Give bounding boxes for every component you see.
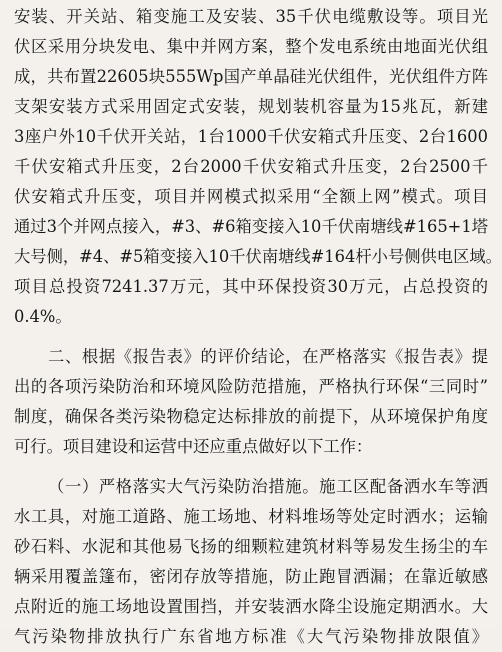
paragraph-2-line-1: 二、根据《报告表》的评价结论，在严格落实《报告表》提 <box>48 347 488 366</box>
text-line-3: 成，共布置22605块555Wp国产单晶硅光伏组件，光伏组件方阵 <box>14 67 488 86</box>
paragraph-3-line-3: 砂石料、水泥和其他易飞扬的细颗粒建筑材料等易发生扬尘的车 <box>14 537 488 556</box>
paragraph-2-line-3: 制度，确保各类污染物稳定达标排放的前提下，从环境保护角度 <box>14 407 488 426</box>
paragraph-3-line-6: 气污染物排放执行广东省地方标准《大气污染物排放限值》 <box>14 627 488 646</box>
paragraph-2-line-4: 可行。项目建设和运营中还应重点做好以下工作： <box>14 437 373 456</box>
text-line-6: 千伏安箱式升压变，2台2000千伏安箱式升压变，2台2500千 <box>14 157 488 176</box>
text-line-8: 通过3个并网点接入，#3、#6箱变接入10千伏南塘线#165+1塔 <box>14 217 488 236</box>
paragraph-3-line-5: 点附近的施工场地设置围挡，并安装洒水降尘设施定期洒水。大 <box>14 597 488 616</box>
text-line-5: 3座户外10千伏开关站，1台1000千伏安箱式升压变、2台1600 <box>14 127 488 146</box>
text-line-1: 安装、开关站、箱变施工及安装、35千伏电缆敷设等。项目光 <box>14 7 488 26</box>
paragraph-2-line-2: 出的各项污染防治和环境风险防范措施，严格执行环保“三同时” <box>14 377 488 396</box>
text-line-10: 项目总投资7241.37万元，其中环保投资30万元，占总投资的 <box>14 277 488 296</box>
text-line-7: 伏安箱式升压变，项目并网模式拟采用“全额上网”模式。项目 <box>14 187 488 206</box>
paragraph-3-line-1: （一）严格落实大气污染防治措施。施工区配备洒水车等洒 <box>48 477 488 496</box>
text-line-9: 大号侧，#4、#5箱变接入10千伏南塘线#164杆小号侧供电区域。 <box>14 247 502 266</box>
text-line-4: 支架安装方式采用固定式安装，规划装机容量为15兆瓦，新建 <box>14 97 488 116</box>
text-line-2: 伏区采用分块发电、集中并网方案，整个发电系统由地面光伏组 <box>14 37 488 56</box>
text-line-11: 0.4%。 <box>14 307 72 326</box>
paragraph-3-line-2: 水工具，对施工道路、施工场地、材料堆场等处定时洒水；运输 <box>14 507 488 526</box>
paragraph-3-line-4: 辆采用覆盖篷布，密闭存放等措施，防止跑冒洒漏；在靠近敏感 <box>14 567 488 586</box>
